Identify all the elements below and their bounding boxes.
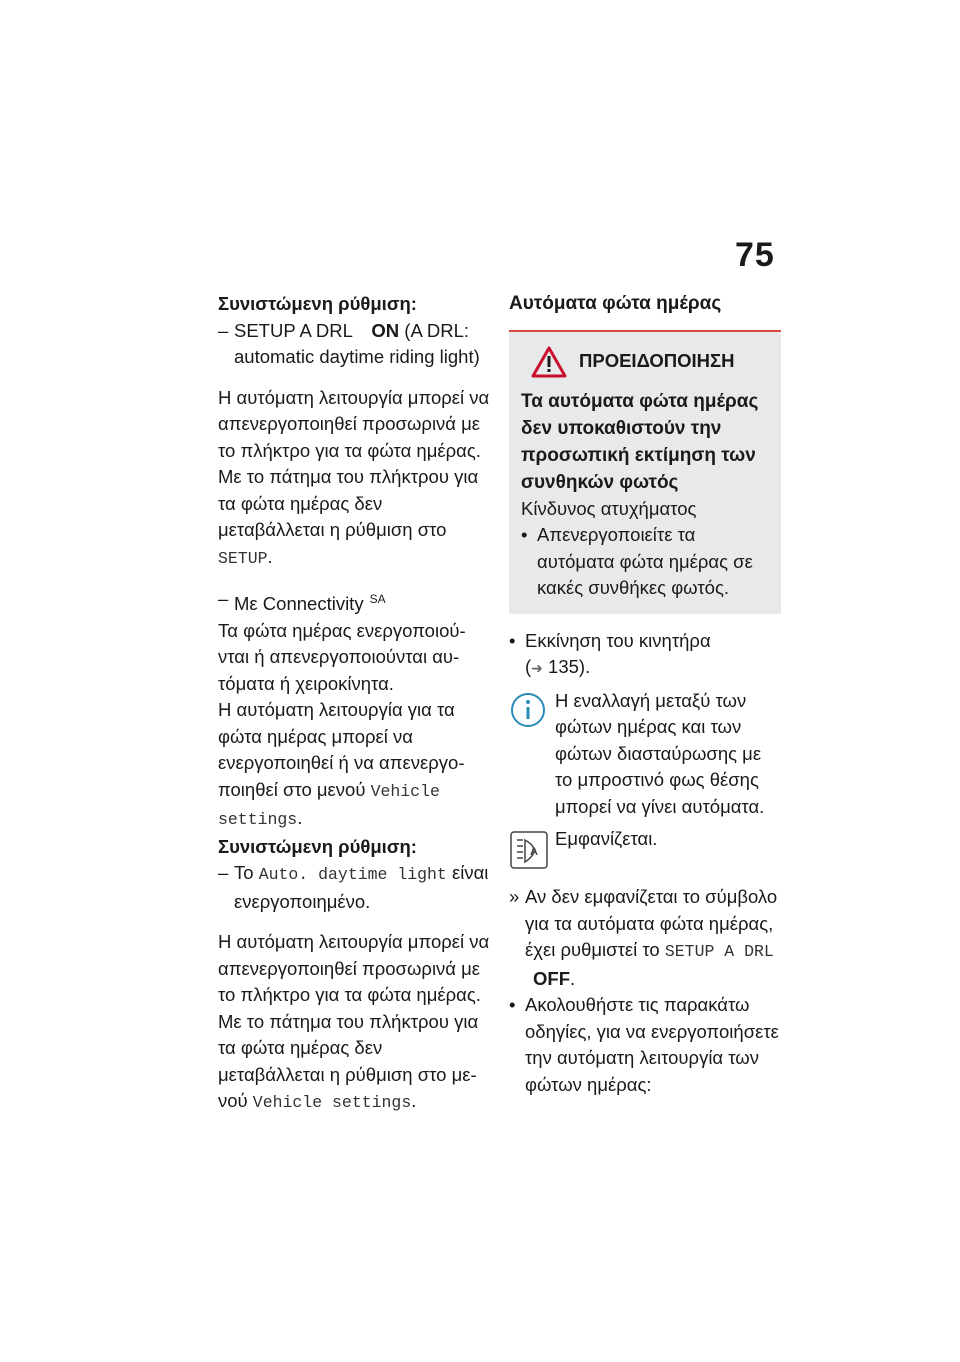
list-item: – Το Auto. daytime light είναι ενεργοποιημένο. <box>218 862 489 912</box>
display-text: Εμφανίζεται. <box>555 828 658 849</box>
step-item: • Ακολουθήστε τις παρακάτω οδηγίες, για να ενεργοποιήσετε την αυτόματη λειτουργία των φώτων ημέρας: <box>509 994 779 1095</box>
page-number: 75 <box>735 236 775 274</box>
warning-box <box>509 332 781 614</box>
recommended-setting-heading: Συνιστώμενη ρύθμιση: <box>218 293 417 314</box>
list-item: – Με Connectivity $^{SA}$ <box>218 588 386 615</box>
info-text: Η εναλλαγή μεταξύ των φώτων ημέρας και των φώτων διασταύρωσης με το μπροστινό φως θέσης μπορεί να γίνει αυτόματα. <box>555 689 765 817</box>
sa-superscript: SA <box>369 592 386 606</box>
warning-label: ΠΡΟΕΙΔΟΠΟΙΗΣΗ <box>579 350 735 372</box>
list-item: – SETUP A DRL ON (A DRL: automatic daytime riding light) <box>218 319 480 367</box>
left-column <box>218 291 490 1117</box>
page-reference-arrow-icon: ➜ <box>531 660 543 676</box>
right-column <box>509 291 781 1098</box>
info-icon <box>509 690 547 730</box>
auto-light-display-icon <box>509 830 549 870</box>
warning-title: Τα αυτόματα φώτα ημέρας δεν υποκαθιστούν την προσωπική εκτίμηση των συνθηκών φωτός <box>521 390 759 493</box>
paragraph: Τα φώτα ημέρας ενεργοποιούνται ή απενεργοποιούνται αυτόματα ή χειροκίνητα. <box>218 619 466 694</box>
recommended-setting-heading: Συνιστώμενη ρύθμιση: <box>218 835 417 857</box>
warning-header <box>531 346 771 378</box>
paragraph: Η αυτόματη λειτουργία μπορεί να απενεργοποιηθεί προσωρινά με το πλήκτρο για τα φώτα ημέρας. Με το πάτημα του πλήκτρου για τα φώτα ημέρας δεν μεταβάλλεται η ρύθμιση στο μενού Vehicle settings. <box>218 931 490 1113</box>
warning-risk: Κίνδυνος ατυχήματος <box>521 497 697 519</box>
warning-action: • Απενεργοποιείτε τα αυτόματα φώτα ημέρας σε κακές συνθήκες φωτός. <box>521 524 753 598</box>
result-item: » Αν δεν εμφανίζεται το σύμβολο για τα αυτόματα φώτα ημέρας, έχει ρυθμιστεί το SETUP A DRL OFF. <box>509 886 778 989</box>
display-note <box>509 826 781 870</box>
paragraph: Η αυτόματη λειτουργία για τα φώτα ημέρας μπορεί να ενεργοποιηθεί ή να απενεργοποιηθεί στο μενού Vehicle settings. <box>218 699 465 830</box>
step-item: • Εκκίνηση του κινητήρα (➜ 135). <box>509 629 711 677</box>
info-note <box>509 688 781 821</box>
warning-triangle-icon <box>531 346 567 378</box>
svg-text:A: A <box>530 846 538 858</box>
paragraph: Η αυτόματη λειτουργία μπορεί να απενεργοποιηθεί προσωρινά με το πλήκτρο για τα φώτα ημέρας. Με το πάτημα του πλήκτρου για τα φώτα ημέρας δεν μεταβάλλεται η ρύθμιση στο SETUP. <box>218 386 490 568</box>
section-title: Αυτόματα φώτα ημέρας <box>509 291 781 332</box>
page-reference: 135 <box>548 656 579 677</box>
